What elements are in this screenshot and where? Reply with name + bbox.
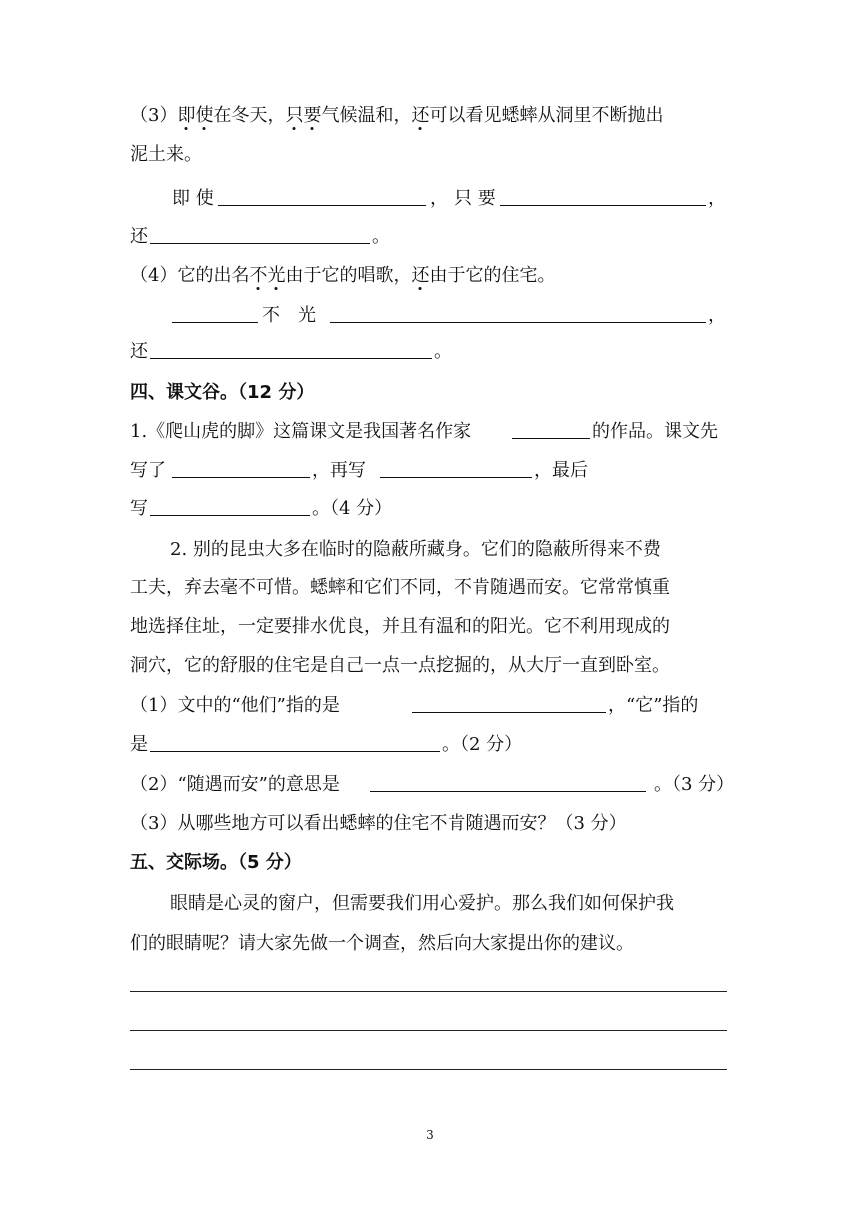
fill-label-zhiyao: 只 要: [454, 188, 496, 209]
answer-blank[interactable]: [172, 477, 310, 478]
s4-sub1-line1: [0, 688, 860, 724]
emphasis-hai: 还: [411, 105, 430, 126]
answer-blank[interactable]: [150, 751, 440, 752]
q3-text-c: 气候温和，: [321, 105, 412, 126]
sub1-text-c: 是: [130, 734, 148, 755]
q3-number: （3）: [130, 105, 178, 126]
s4-sub1-line2: [0, 727, 860, 763]
fill-period: 。: [372, 226, 390, 247]
sub1-text-d: 。（2 分）: [442, 734, 523, 755]
q3-fill-line1: [0, 181, 860, 217]
fill-label-jishi: 即 使: [172, 188, 214, 209]
q4-fill-line1: [0, 298, 860, 334]
sub1-text-a: （1）文中的“他们”指的是: [130, 695, 340, 716]
s4-sub3: [0, 806, 860, 842]
emphasis-bu: 不: [249, 265, 268, 286]
sub2-text-a: （2）“随遇而安”的意思是: [130, 774, 340, 795]
emphasis-yao: 要: [303, 105, 322, 126]
fill-label-hai: 还: [130, 341, 148, 362]
item1-text-c: 写了: [130, 460, 166, 481]
answer-blank[interactable]: [218, 205, 426, 206]
passage-line: [0, 570, 860, 606]
answer-blank[interactable]: [412, 712, 606, 713]
section5-heading: [0, 845, 860, 881]
q3-sentence-line1: [0, 98, 860, 134]
q3-text-b: 在冬天，: [213, 105, 286, 126]
item1-text-b: 的作品。课文先: [592, 421, 718, 442]
s4-item1-line1: [0, 414, 860, 450]
fill-period: 。: [434, 341, 452, 362]
sub2-text-b: 。（3 分）: [654, 774, 735, 795]
passage-line: [0, 609, 860, 645]
emphasis-hai2: 还: [411, 265, 430, 286]
q3-sentence-line2: [0, 137, 860, 173]
fill-label-buguang: 不 光: [262, 305, 316, 326]
answer-blank[interactable]: [150, 243, 370, 244]
fill-comma: ，: [708, 188, 726, 209]
s4-item1-line3: [0, 491, 860, 527]
q4-text-b: 由于它的唱歌，: [285, 265, 412, 286]
passage-line: [0, 532, 860, 568]
writing-line[interactable]: [130, 1069, 727, 1070]
item1-text-e: ，最后: [534, 460, 588, 481]
passage-text: 工夫，弃去毫不可惜。蟋蟀和它们不同，不肯随遇而安。它常常慎重: [130, 577, 670, 598]
answer-blank[interactable]: [330, 322, 706, 323]
q4-fill-line2: [0, 334, 860, 370]
s4-sub2: [0, 767, 860, 803]
item1-text-f: 写: [130, 498, 148, 519]
q3-text-line2: 泥土来。: [130, 144, 202, 165]
writing-line[interactable]: [130, 991, 727, 992]
section4-heading: [0, 375, 860, 411]
answer-blank[interactable]: [370, 791, 646, 792]
item1-text-g: 。（4 分）: [312, 498, 393, 519]
fill-comma: ，: [708, 305, 726, 326]
q3-text-d: 可以看见蟋蟀从洞里不断抛出: [429, 105, 664, 126]
q4-text-c: 由于它的住宅。: [429, 265, 556, 286]
q3-fill-line2: [0, 219, 860, 255]
item1-text-d: ，再写: [312, 460, 366, 481]
passage-text: 地选择住址，一定要排水优良，并且有温和的阳光。它不利用现成的: [130, 616, 670, 637]
fill-label-hai: 还: [130, 226, 148, 247]
section5-para1: 眼睛是心灵的窗户，但需要我们用心爱护。那么我们如何保护我: [170, 893, 674, 914]
passage-text: 2. 别的昆虫大多在临时的隐蔽所藏身。它们的隐蔽所得来不费: [170, 539, 661, 560]
s4-item1-line2: [0, 453, 860, 489]
section5-para-line2: [0, 926, 860, 962]
q4-sentence: [0, 258, 860, 294]
fill-comma: ，: [430, 188, 448, 209]
emphasis-zhi: 只: [285, 105, 304, 126]
answer-blank[interactable]: [380, 477, 532, 478]
section5-title: 五、交际场。（5 分）: [130, 852, 302, 873]
answer-blank[interactable]: [172, 322, 258, 323]
section4-title: 四、课文谷。（12 分）: [130, 382, 315, 403]
writing-line[interactable]: [130, 1030, 727, 1031]
answer-blank[interactable]: [500, 205, 706, 206]
answer-blank[interactable]: [150, 358, 432, 359]
item1-text-a: 1.《爬山虎的脚》这篇课文是我国著名作家: [130, 421, 472, 442]
emphasis-shi: 使: [195, 105, 214, 126]
sub3-text: （3）从哪些地方可以看出蟋蟀的住宅不肯随遇而安？（3 分）: [130, 813, 627, 834]
passage-line: [0, 648, 860, 684]
q4-text-a: （4）它的出名: [130, 265, 250, 286]
section5-para2: 们的眼睛呢？请大家先做一个调查，然后向大家提出你的建议。: [130, 933, 634, 954]
passage-text: 洞穴，它的舒服的住宅是自己一点一点挖掘的，从大厅一直到卧室。: [130, 655, 670, 676]
section5-para-line1: [0, 886, 860, 922]
emphasis-guang: 光: [267, 265, 286, 286]
answer-blank[interactable]: [150, 515, 310, 516]
answer-blank[interactable]: [512, 438, 590, 439]
sub1-text-b: ，“它”指的: [608, 695, 699, 716]
emphasis-ji: 即: [177, 105, 196, 126]
page-number: 3: [426, 1128, 434, 1142]
